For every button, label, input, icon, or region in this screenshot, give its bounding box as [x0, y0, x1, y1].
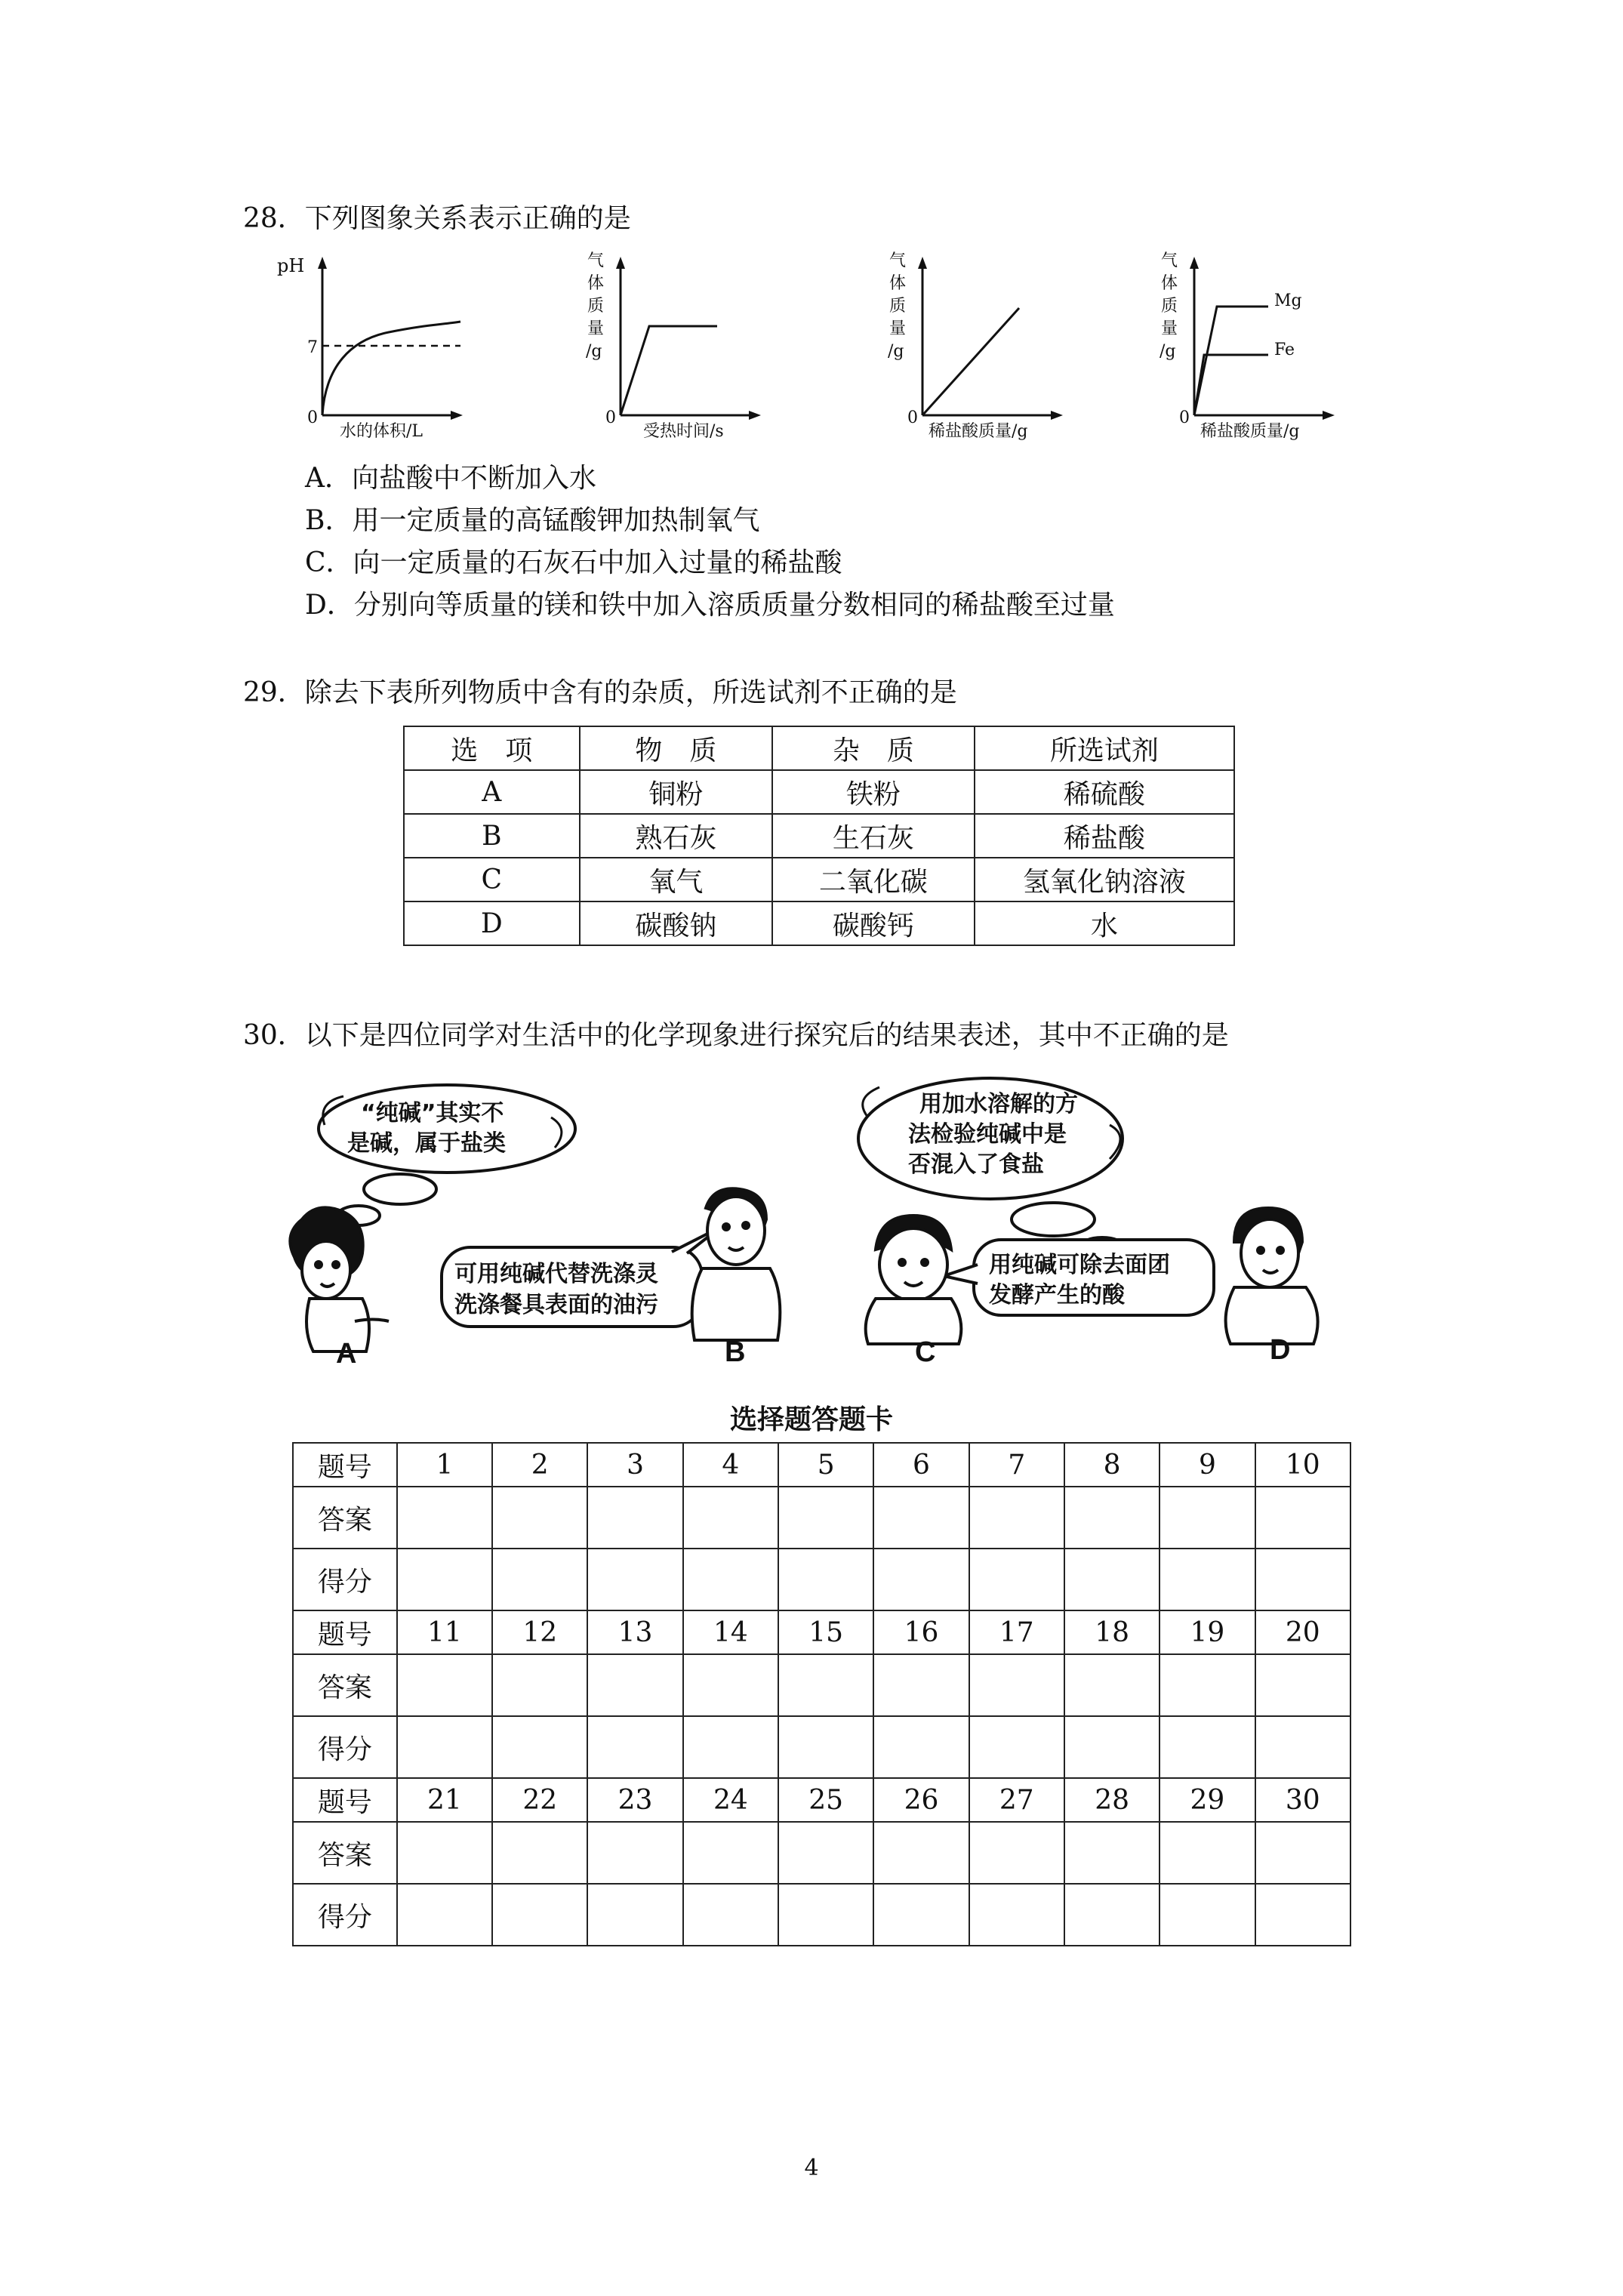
question-number-cell: 13	[587, 1610, 682, 1654]
q28-graph-1	[268, 249, 464, 453]
q30-cartoon	[279, 1072, 1351, 1374]
q28-graph-3	[876, 249, 1072, 453]
question-number-cell: 18	[1064, 1610, 1160, 1654]
graph3-xlabel: 稀盐酸质量/g	[929, 422, 1028, 441]
svg-text:法检验纯碱中是: 法检验纯碱中是	[908, 1121, 1067, 1148]
answer-card-table	[292, 1442, 1351, 1946]
score-cell	[587, 1716, 682, 1778]
answer-cell	[683, 1654, 778, 1716]
question-number-cell: 28	[1064, 1778, 1160, 1822]
answer-cell	[1160, 1654, 1255, 1716]
question-number-cell: 12	[492, 1610, 587, 1654]
table-row	[293, 1822, 1350, 1884]
question-number-cell: 15	[778, 1610, 873, 1654]
answer-cell	[1255, 1822, 1350, 1884]
question-number-cell: 29	[1160, 1778, 1255, 1822]
score-cell	[1255, 1716, 1350, 1778]
score-cell	[873, 1549, 969, 1610]
score-cell	[1160, 1549, 1255, 1610]
answer-cell	[969, 1654, 1064, 1716]
answer-cell	[969, 1822, 1064, 1884]
person-a-illustration	[290, 1207, 389, 1351]
svg-text:0: 0	[1179, 408, 1190, 427]
graph4-series-mg: Mg	[1274, 291, 1302, 310]
svg-text:用加水溶解的方: 用加水溶解的方	[919, 1091, 1078, 1117]
table-row: A 铜粉 铁粉 稀硫酸	[404, 770, 1234, 814]
graph1-origin: 0	[307, 408, 318, 427]
answer-cell	[397, 1822, 492, 1884]
question-number-cell: 10	[1255, 1443, 1350, 1487]
svg-text:用纯碱可除去面团: 用纯碱可除去面团	[989, 1252, 1170, 1278]
answer-cell	[492, 1822, 587, 1884]
svg-text:/g: /g	[586, 342, 602, 361]
svg-text:是碱，属于盐类: 是碱，属于盐类	[347, 1130, 506, 1157]
score-cell	[969, 1549, 1064, 1610]
score-cell	[397, 1884, 492, 1946]
thought-cloud-a	[319, 1085, 575, 1225]
answer-cell	[873, 1654, 969, 1716]
svg-text:可用纯碱代替洗涤灵: 可用纯碱代替洗涤灵	[454, 1261, 658, 1287]
score-cell	[397, 1549, 492, 1610]
score-cell	[492, 1549, 587, 1610]
answer-cell	[1255, 1487, 1350, 1549]
question-number-cell: 20	[1255, 1610, 1350, 1654]
answer-cell	[492, 1654, 587, 1716]
question-number-cell: 26	[873, 1778, 969, 1822]
graph1-ylabel: pH	[277, 255, 305, 276]
table-row	[293, 1778, 1350, 1822]
speech-bubble-c	[944, 1240, 1214, 1315]
q28-graph-2	[574, 249, 770, 453]
graph4-series-fe: Fe	[1274, 341, 1295, 359]
score-cell	[397, 1716, 492, 1778]
score-cell	[778, 1549, 873, 1610]
row-label: 答案	[293, 1487, 397, 1549]
table-row	[293, 1884, 1350, 1946]
table-row	[293, 1443, 1350, 1487]
svg-text:“纯碱”其实不: “纯碱”其实不	[361, 1100, 504, 1126]
question-number-cell: 11	[397, 1610, 492, 1654]
row-label: 题号	[293, 1610, 397, 1654]
question-number-cell: 6	[873, 1443, 969, 1487]
table-row: D 碳酸钠 碳酸钙 水	[404, 901, 1234, 945]
score-cell	[683, 1549, 778, 1610]
page-number: 4	[804, 2155, 819, 2181]
answer-cell	[683, 1822, 778, 1884]
score-cell	[969, 1716, 1064, 1778]
svg-text:量: 量	[889, 319, 907, 338]
question-number-cell: 3	[587, 1443, 682, 1487]
table-row	[293, 1716, 1350, 1778]
score-cell	[492, 1716, 587, 1778]
answer-cell	[1160, 1487, 1255, 1549]
svg-text:发酵产生的酸: 发酵产生的酸	[989, 1282, 1125, 1308]
table-row	[293, 1654, 1350, 1716]
answer-cell	[1064, 1654, 1160, 1716]
answer-cell	[1160, 1822, 1255, 1884]
svg-text:气: 气	[889, 251, 907, 270]
speech-bubble-b	[442, 1227, 721, 1327]
question-number-cell: 30	[1255, 1778, 1350, 1822]
row-label: 答案	[293, 1654, 397, 1716]
q28-option-d: D．分别向等质量的镁和铁中加入溶质质量分数相同的稀盐酸至过量	[305, 590, 1115, 621]
row-label: 题号	[293, 1443, 397, 1487]
graph4-xlabel: 稀盐酸质量/g	[1200, 422, 1300, 441]
svg-text:体: 体	[1161, 274, 1178, 293]
question-number-cell: 7	[969, 1443, 1064, 1487]
score-cell	[1064, 1716, 1160, 1778]
answer-cell	[683, 1487, 778, 1549]
svg-text:量: 量	[587, 319, 605, 338]
score-cell	[587, 1549, 682, 1610]
question-number-cell: 1	[397, 1443, 492, 1487]
person-d-illustration	[1226, 1208, 1318, 1344]
graph1-mark-7: 7	[307, 338, 318, 357]
score-cell	[873, 1716, 969, 1778]
table-row	[293, 1487, 1350, 1549]
answer-cell	[873, 1487, 969, 1549]
score-cell	[1255, 1884, 1350, 1946]
table-row	[293, 1549, 1350, 1610]
svg-text:质: 质	[587, 297, 605, 316]
question-number-cell: 27	[969, 1778, 1064, 1822]
score-cell	[1064, 1549, 1160, 1610]
svg-text:体: 体	[587, 274, 605, 293]
svg-text:气: 气	[587, 251, 605, 270]
score-cell	[969, 1884, 1064, 1946]
row-label: 得分	[293, 1716, 397, 1778]
answer-cell	[587, 1654, 682, 1716]
label-b: B	[725, 1336, 746, 1368]
svg-text:质: 质	[1161, 297, 1178, 316]
row-label: 得分	[293, 1549, 397, 1610]
table-row	[293, 1610, 1350, 1654]
person-c-illustration	[866, 1216, 962, 1344]
q28-graph-4	[1147, 249, 1374, 453]
question-number-cell: 4	[683, 1443, 778, 1487]
svg-text:洗涤餐具表面的油污: 洗涤餐具表面的油污	[454, 1292, 658, 1318]
svg-text:0: 0	[907, 408, 918, 427]
score-cell	[778, 1716, 873, 1778]
question-number-cell: 17	[969, 1610, 1064, 1654]
score-cell	[873, 1884, 969, 1946]
svg-text:否混入了食盐: 否混入了食盐	[908, 1151, 1044, 1178]
q28-option-c: C．向一定质量的石灰石中加入过量的稀盐酸	[305, 547, 842, 578]
answer-cell	[778, 1822, 873, 1884]
question-number-cell: 8	[1064, 1443, 1160, 1487]
question-number-cell: 22	[492, 1778, 587, 1822]
answer-cell	[873, 1822, 969, 1884]
table-row: B 熟石灰 生石灰 稀盐酸	[404, 814, 1234, 858]
question-number-cell: 5	[778, 1443, 873, 1487]
svg-text:质: 质	[889, 297, 907, 316]
table-row: C 氧气 二氧化碳 氢氧化钠溶液	[404, 858, 1234, 901]
row-label: 题号	[293, 1778, 397, 1822]
label-c: C	[915, 1336, 936, 1368]
label-a: A	[336, 1338, 357, 1370]
answer-cell	[1064, 1487, 1160, 1549]
score-cell	[1064, 1884, 1160, 1946]
score-cell	[683, 1884, 778, 1946]
answer-card-title: 选择题答题卡	[729, 1404, 893, 1435]
answer-cell	[587, 1487, 682, 1549]
q28-option-b: B．用一定质量的高锰酸钾加热制氧气	[305, 505, 760, 536]
question-number-cell: 23	[587, 1778, 682, 1822]
score-cell	[587, 1884, 682, 1946]
answer-cell	[778, 1487, 873, 1549]
answer-cell	[1255, 1654, 1350, 1716]
q29-stem: 29．除去下表所列物质中含有的杂质，所选试剂不正确的是	[243, 677, 957, 708]
q30-stem: 30．以下是四位同学对生活中的化学现象进行探究后的结果表述，其中不正确的是	[243, 1020, 1229, 1051]
answer-cell	[969, 1487, 1064, 1549]
label-d: D	[1270, 1334, 1291, 1366]
q29-table	[403, 726, 1235, 946]
score-cell	[1160, 1884, 1255, 1946]
svg-text:体: 体	[889, 274, 907, 293]
question-number-cell: 19	[1160, 1610, 1255, 1654]
svg-text:量: 量	[1161, 319, 1178, 338]
score-cell	[1160, 1716, 1255, 1778]
question-number-cell: 16	[873, 1610, 969, 1654]
svg-text:气: 气	[1161, 251, 1178, 270]
answer-cell	[1064, 1822, 1160, 1884]
answer-cell	[397, 1487, 492, 1549]
score-cell	[492, 1884, 587, 1946]
question-number-cell: 25	[778, 1778, 873, 1822]
row-label: 答案	[293, 1822, 397, 1884]
question-number-cell: 2	[492, 1443, 587, 1487]
q28-stem: 28．下列图象关系表示正确的是	[243, 203, 631, 234]
svg-text:/g: /g	[1160, 342, 1176, 361]
row-label: 得分	[293, 1884, 397, 1946]
question-number-cell: 14	[683, 1610, 778, 1654]
q28-option-a: A．向盐酸中不断加入水	[305, 463, 596, 494]
score-cell	[683, 1716, 778, 1778]
question-number-cell: 9	[1160, 1443, 1255, 1487]
answer-cell	[492, 1487, 587, 1549]
person-b-illustration	[692, 1188, 781, 1340]
answer-cell	[397, 1654, 492, 1716]
svg-text:/g: /g	[888, 342, 904, 361]
score-cell	[778, 1884, 873, 1946]
answer-cell	[587, 1822, 682, 1884]
answer-cell	[778, 1654, 873, 1716]
svg-text:0: 0	[605, 408, 616, 427]
question-number-cell: 21	[397, 1778, 492, 1822]
score-cell	[1255, 1549, 1350, 1610]
graph2-xlabel: 受热时间/s	[643, 422, 724, 441]
graph1-xlabel: 水的体积/L	[340, 422, 423, 441]
table-header-row: 选 项 物 质 杂 质 所选试剂	[404, 726, 1234, 770]
question-number-cell: 24	[683, 1778, 778, 1822]
